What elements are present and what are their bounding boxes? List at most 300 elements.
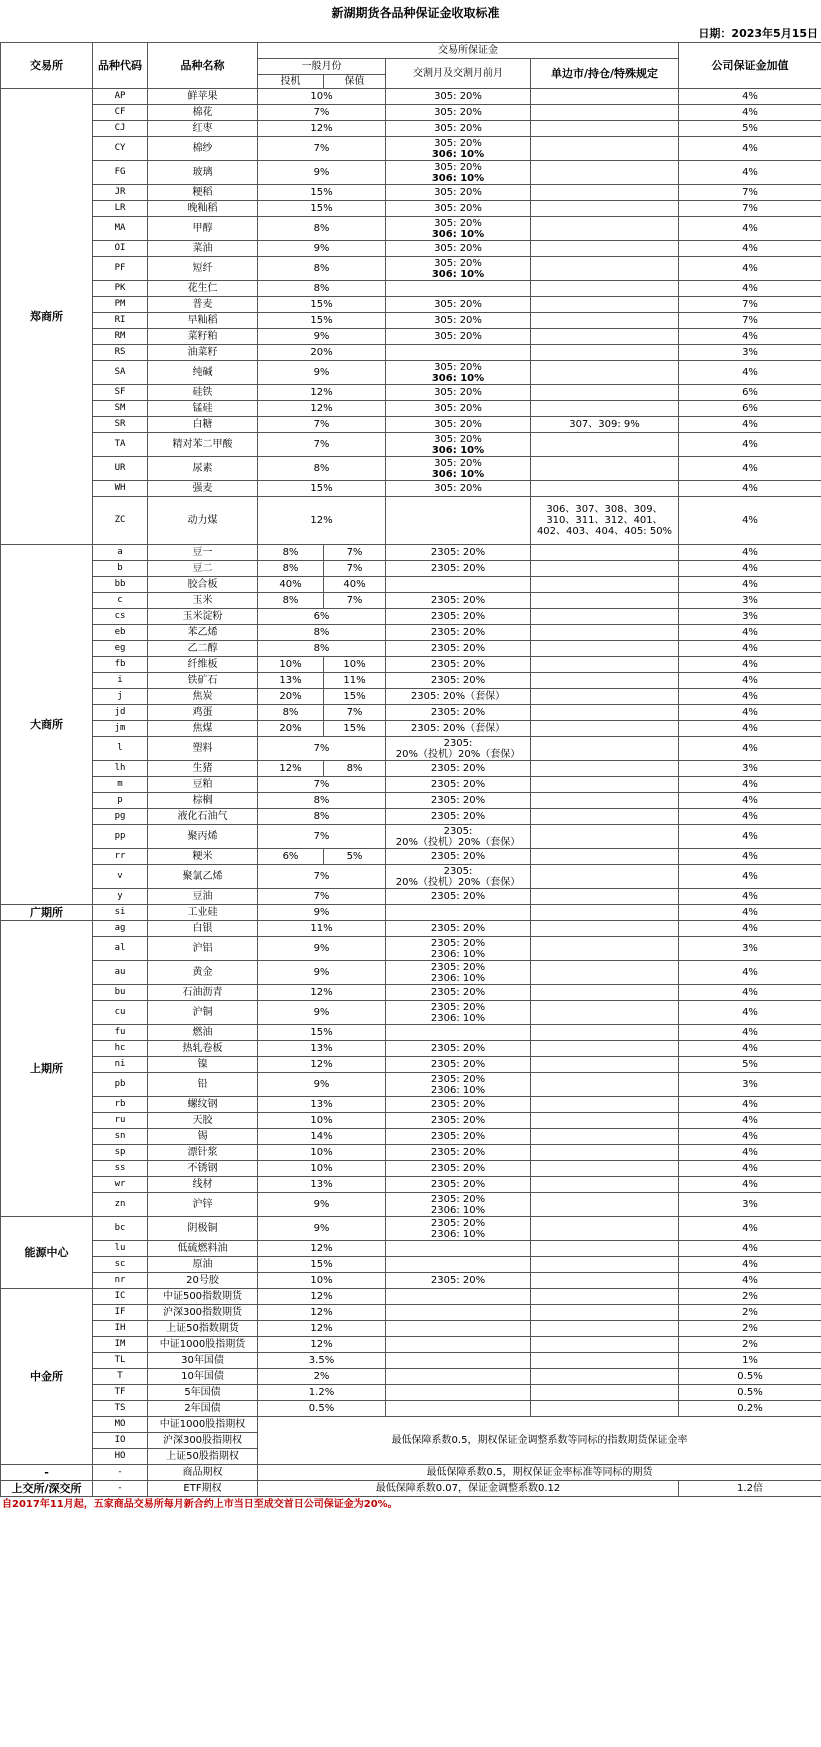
- delivery-cell: [386, 497, 531, 545]
- exchange-cell: 中金所: [1, 1289, 93, 1465]
- table-row: [1, 433, 821, 457]
- spec-cell: 8%: [258, 705, 324, 721]
- delivery-line-bold: 306: 10%: [431, 444, 485, 456]
- delivery-line: 2305: 20%: [430, 1099, 486, 1110]
- company-add-cell: 4%: [679, 905, 821, 921]
- company-add-cell: 7%: [679, 297, 821, 313]
- name-cell: 10年国债: [148, 1369, 258, 1385]
- spec-cell: 6%: [258, 849, 324, 865]
- general-month-cell: 0.5%: [258, 1401, 386, 1417]
- delivery-cell: [386, 89, 531, 105]
- name-cell: 晚籼稻: [148, 201, 258, 217]
- name-cell: ETF期权: [148, 1481, 258, 1497]
- company-add-cell: 7%: [679, 185, 821, 201]
- company-add-cell: 4%: [679, 481, 821, 497]
- company-add-cell: 4%: [679, 809, 821, 825]
- special-cell: [531, 1097, 679, 1113]
- company-add-cell: 3%: [679, 1193, 821, 1217]
- code-cell: p: [93, 793, 148, 809]
- table-row: [1, 1073, 821, 1097]
- delivery-line-bold: 306: 10%: [431, 372, 485, 384]
- name-cell: 上证50股指期权: [148, 1449, 258, 1465]
- name-cell: 乙二醇: [148, 641, 258, 657]
- table-row: [1, 1113, 821, 1129]
- delivery-cell: [386, 1305, 531, 1321]
- company-add-cell: 7%: [679, 201, 821, 217]
- special-cell: [531, 937, 679, 961]
- name-cell: 精对苯二甲酸: [148, 433, 258, 457]
- spec-cell: 20%: [258, 689, 324, 705]
- special-cell: 307、309: 9%: [531, 417, 679, 433]
- general-month-cell: 12%: [258, 1305, 386, 1321]
- special-cell: [531, 105, 679, 121]
- delivery-cell: [386, 1145, 531, 1161]
- delivery-line: 305: 20%: [434, 137, 482, 149]
- name-cell: 沪深300指数期货: [148, 1305, 258, 1321]
- code-cell: si: [93, 905, 148, 921]
- code-cell: CF: [93, 105, 148, 121]
- delivery-line: 305: 20%: [434, 433, 482, 445]
- delivery-line: 2305: 20%（套保）: [410, 723, 506, 734]
- code-cell: SR: [93, 417, 148, 433]
- company-add-cell: 4%: [679, 1161, 821, 1177]
- name-cell: 锰硅: [148, 401, 258, 417]
- delivery-cell: [386, 1273, 531, 1289]
- delivery-line: 305: 20%: [434, 257, 482, 269]
- company-add-cell: 4%: [679, 641, 821, 657]
- code-cell: ru: [93, 1113, 148, 1129]
- delivery-cell: [386, 1041, 531, 1057]
- general-month-cell: 7%: [258, 737, 386, 761]
- code-cell: RI: [93, 313, 148, 329]
- code-cell: pp: [93, 825, 148, 849]
- general-month-cell: 8%: [258, 625, 386, 641]
- code-cell: au: [93, 961, 148, 985]
- name-cell: 线材: [148, 1177, 258, 1193]
- company-add-cell: 3%: [679, 1073, 821, 1097]
- delivery-line: 2305:: [443, 825, 473, 837]
- special-cell: [531, 1217, 679, 1241]
- delivery-line: 2305: 20%: [430, 923, 486, 934]
- delivery-cell: [386, 889, 531, 905]
- company-add-cell: 4%: [679, 673, 821, 689]
- delivery-cell: [386, 561, 531, 577]
- name-cell: 焦炭: [148, 689, 258, 705]
- delivery-cell: [386, 625, 531, 641]
- delivery-line: 2305: 20%: [430, 1147, 486, 1158]
- delivery-cell: [386, 865, 531, 889]
- company-add-cell: 4%: [679, 217, 821, 241]
- table-row: [1, 345, 821, 361]
- code-cell: sn: [93, 1129, 148, 1145]
- header-hedge: 保值: [324, 75, 386, 89]
- table-row: [1, 889, 821, 905]
- name-cell: 商品期权: [148, 1465, 258, 1481]
- special-cell: [531, 809, 679, 825]
- special-cell: [531, 1025, 679, 1041]
- general-month-cell: 10%: [258, 1145, 386, 1161]
- code-cell: pb: [93, 1073, 148, 1097]
- delivery-line: 2306: 10%: [430, 1228, 486, 1240]
- special-cell: [531, 1257, 679, 1273]
- name-cell: 白银: [148, 921, 258, 937]
- table-row: [1, 1481, 821, 1497]
- table-row: [1, 313, 821, 329]
- delivery-line: 20%（投机）20%（套保）: [395, 836, 521, 848]
- special-cell: [531, 361, 679, 385]
- header-name: 品种名称: [148, 43, 258, 89]
- general-month-cell: 7%: [258, 417, 386, 433]
- delivery-line: 2305: 20%: [430, 891, 486, 902]
- general-month-cell: 15%: [258, 185, 386, 201]
- delivery-cell: [386, 1385, 531, 1401]
- special-cell: [531, 1113, 679, 1129]
- table-row: [1, 1025, 821, 1041]
- general-month-cell: 8%: [258, 457, 386, 481]
- table-row: [1, 89, 821, 105]
- company-add-cell: 2%: [679, 1321, 821, 1337]
- hedge-cell: 15%: [324, 721, 386, 737]
- special-cell: [531, 137, 679, 161]
- delivery-line: 305: 20%: [434, 91, 482, 102]
- table-row: [1, 329, 821, 345]
- name-cell: 30年国债: [148, 1353, 258, 1369]
- general-month-cell: 11%: [258, 921, 386, 937]
- delivery-cell: [386, 1401, 531, 1417]
- table-row: [1, 809, 821, 825]
- delivery-cell: [386, 297, 531, 313]
- special-cell: [531, 865, 679, 889]
- code-cell: JR: [93, 185, 148, 201]
- spec-cell: 10%: [258, 657, 324, 673]
- spec-cell: 20%: [258, 721, 324, 737]
- special-cell: [531, 641, 679, 657]
- name-cell: 粳米: [148, 849, 258, 865]
- company-add-cell: 4%: [679, 577, 821, 593]
- company-add-cell: 4%: [679, 865, 821, 889]
- exchange-cell: -: [1, 1465, 93, 1481]
- spec-cell: 8%: [258, 545, 324, 561]
- special-cell: 306、307、308、309、310、311、312、401、402、403、404、405: 50%: [531, 497, 679, 545]
- options-note-cell: 最低保障系数0.07，保证金调整系数0.12: [258, 1481, 679, 1497]
- delivery-line: 20%（投机）20%（套保）: [395, 876, 521, 888]
- delivery-cell: [386, 1369, 531, 1385]
- special-cell: [531, 185, 679, 201]
- company-add-cell: 4%: [679, 921, 821, 937]
- delivery-cell: [386, 1337, 531, 1353]
- special-cell: [531, 1337, 679, 1353]
- code-cell: IH: [93, 1321, 148, 1337]
- special-cell: [531, 577, 679, 593]
- code-cell: ag: [93, 921, 148, 937]
- general-month-cell: 9%: [258, 241, 386, 257]
- company-add-cell: 4%: [679, 1217, 821, 1241]
- general-month-cell: 20%: [258, 345, 386, 361]
- delivery-cell: [386, 161, 531, 185]
- delivery-cell: [386, 673, 531, 689]
- name-cell: 塑料: [148, 737, 258, 761]
- name-cell: 中证1000股指期货: [148, 1337, 258, 1353]
- code-cell: m: [93, 777, 148, 793]
- special-cell: [531, 1177, 679, 1193]
- company-add-cell: 4%: [679, 961, 821, 985]
- name-cell: 铅: [148, 1073, 258, 1097]
- delivery-cell: [386, 1321, 531, 1337]
- code-cell: -: [93, 1481, 148, 1497]
- table-row: [1, 417, 821, 433]
- table-row: [1, 721, 821, 737]
- delivery-cell: [386, 1129, 531, 1145]
- company-add-cell: 4%: [679, 1025, 821, 1041]
- company-add-cell: 4%: [679, 329, 821, 345]
- special-cell: [531, 345, 679, 361]
- general-month-cell: 9%: [258, 1001, 386, 1025]
- general-month-cell: 15%: [258, 481, 386, 497]
- code-cell: IF: [93, 1305, 148, 1321]
- code-cell: SF: [93, 385, 148, 401]
- delivery-cell: [386, 1257, 531, 1273]
- spec-cell: 8%: [258, 561, 324, 577]
- general-month-cell: 8%: [258, 641, 386, 657]
- company-add-cell: 4%: [679, 545, 821, 561]
- delivery-line: 2306: 10%: [430, 1204, 486, 1216]
- company-add-cell: 4%: [679, 1041, 821, 1057]
- company-add-cell: 1.2倍: [679, 1481, 821, 1497]
- name-cell: 胶合板: [148, 577, 258, 593]
- special-cell: [531, 889, 679, 905]
- company-add-cell: 4%: [679, 281, 821, 297]
- company-add-cell: 4%: [679, 689, 821, 705]
- company-add-cell: 3%: [679, 593, 821, 609]
- delivery-line: 2305: 20%: [430, 1179, 486, 1190]
- name-cell: 花生仁: [148, 281, 258, 297]
- code-cell: fu: [93, 1025, 148, 1041]
- delivery-line: 2305: 20%: [430, 595, 486, 606]
- delivery-cell: [386, 1193, 531, 1217]
- company-add-cell: 3%: [679, 609, 821, 625]
- special-cell: [531, 401, 679, 417]
- delivery-line: 2305: 20%: [430, 659, 486, 670]
- special-cell: [531, 849, 679, 865]
- name-cell: 螺纹钢: [148, 1097, 258, 1113]
- code-cell: TF: [93, 1385, 148, 1401]
- code-cell: rb: [93, 1097, 148, 1113]
- company-add-cell: 4%: [679, 417, 821, 433]
- delivery-line-bold: 306: 10%: [431, 268, 485, 280]
- code-cell: OI: [93, 241, 148, 257]
- table-row: [1, 545, 821, 561]
- code-cell: jd: [93, 705, 148, 721]
- special-cell: [531, 1193, 679, 1217]
- company-add-cell: 4%: [679, 825, 821, 849]
- code-cell: y: [93, 889, 148, 905]
- special-cell: [531, 777, 679, 793]
- delivery-cell: [386, 793, 531, 809]
- general-month-cell: 12%: [258, 1321, 386, 1337]
- code-cell: IO: [93, 1433, 148, 1449]
- special-cell: [531, 561, 679, 577]
- delivery-line: 305: 20%: [434, 203, 482, 214]
- delivery-line: 305: 20%: [434, 107, 482, 118]
- delivery-cell: [386, 217, 531, 241]
- table-row: [1, 1145, 821, 1161]
- company-add-cell: 4%: [679, 1097, 821, 1113]
- table-row: [1, 705, 821, 721]
- table-row: [1, 1129, 821, 1145]
- delivery-cell: [386, 937, 531, 961]
- special-cell: [531, 657, 679, 673]
- delivery-line: 305: 20%: [434, 361, 482, 373]
- delivery-cell: [386, 593, 531, 609]
- company-add-cell: 6%: [679, 401, 821, 417]
- table-row: [1, 625, 821, 641]
- table-row: [1, 1177, 821, 1193]
- page-title: 新湖期货各品种保证金收取标准: [331, 6, 500, 20]
- delivery-line: 2305: 20%: [430, 1001, 486, 1013]
- table-row: [1, 401, 821, 417]
- code-cell: MA: [93, 217, 148, 241]
- special-cell: [531, 1289, 679, 1305]
- report-date: 日期：2023年5月15日: [698, 27, 818, 40]
- general-month-cell: 7%: [258, 825, 386, 849]
- company-add-cell: 4%: [679, 1257, 821, 1273]
- name-cell: 鲜苹果: [148, 89, 258, 105]
- delivery-line: 305: 20%: [434, 217, 482, 229]
- general-month-cell: 7%: [258, 777, 386, 793]
- special-cell: [531, 905, 679, 921]
- company-add-cell: 2%: [679, 1337, 821, 1353]
- delivery-cell: [386, 361, 531, 385]
- general-month-cell: 9%: [258, 1193, 386, 1217]
- delivery-cell: [386, 313, 531, 329]
- company-add-cell: 4%: [679, 497, 821, 545]
- name-cell: 低硫燃料油: [148, 1241, 258, 1257]
- delivery-cell: [386, 281, 531, 297]
- table-row: [1, 1001, 821, 1025]
- table-row: [1, 217, 821, 241]
- general-month-cell: 9%: [258, 905, 386, 921]
- company-add-cell: 3%: [679, 761, 821, 777]
- delivery-line: 2306: 10%: [430, 1084, 486, 1096]
- delivery-line: 305: 20%: [434, 315, 482, 326]
- exchange-cell: 郑商所: [1, 89, 93, 545]
- name-cell: 上证50指数期货: [148, 1321, 258, 1337]
- special-cell: [531, 545, 679, 561]
- special-cell: [531, 481, 679, 497]
- table-row: [1, 361, 821, 385]
- table-row: [1, 609, 821, 625]
- general-month-cell: 13%: [258, 1097, 386, 1113]
- general-month-cell: 15%: [258, 1025, 386, 1041]
- name-cell: 红枣: [148, 121, 258, 137]
- company-add-cell: 3%: [679, 345, 821, 361]
- special-cell: [531, 329, 679, 345]
- special-cell: [531, 961, 679, 985]
- name-cell: 工业硅: [148, 905, 258, 921]
- company-add-cell: 4%: [679, 433, 821, 457]
- code-cell: TA: [93, 433, 148, 457]
- name-cell: 豆二: [148, 561, 258, 577]
- code-cell: lu: [93, 1241, 148, 1257]
- hedge-cell: 7%: [324, 705, 386, 721]
- code-cell: zn: [93, 1193, 148, 1217]
- delivery-cell: [386, 1073, 531, 1097]
- table-row: [1, 1041, 821, 1057]
- general-month-cell: 12%: [258, 1241, 386, 1257]
- code-cell: bu: [93, 985, 148, 1001]
- code-cell: a: [93, 545, 148, 561]
- name-cell: 不锈钢: [148, 1161, 258, 1177]
- code-cell: l: [93, 737, 148, 761]
- name-cell: 天胶: [148, 1113, 258, 1129]
- company-add-cell: 4%: [679, 737, 821, 761]
- special-cell: [531, 1073, 679, 1097]
- delivery-line: 305: 20%: [434, 187, 482, 198]
- name-cell: 5年国债: [148, 1385, 258, 1401]
- code-cell: i: [93, 673, 148, 689]
- code-cell: TS: [93, 1401, 148, 1417]
- code-cell: cs: [93, 609, 148, 625]
- special-cell: [531, 313, 679, 329]
- general-month-cell: 8%: [258, 257, 386, 281]
- special-cell: [531, 241, 679, 257]
- hedge-cell: 15%: [324, 689, 386, 705]
- name-cell: 甲醇: [148, 217, 258, 241]
- special-cell: [531, 737, 679, 761]
- company-add-cell: 4%: [679, 137, 821, 161]
- exchange-cell: 能源中心: [1, 1217, 93, 1289]
- table-row: [1, 849, 821, 865]
- special-cell: [531, 161, 679, 185]
- special-cell: [531, 825, 679, 849]
- general-month-cell: 12%: [258, 385, 386, 401]
- company-add-cell: 2%: [679, 1305, 821, 1321]
- company-add-cell: 4%: [679, 161, 821, 185]
- name-cell: 黄金: [148, 961, 258, 985]
- header-spec: 投机: [258, 75, 324, 89]
- table-row: [1, 1161, 821, 1177]
- delivery-cell: [386, 1177, 531, 1193]
- name-cell: 粳稻: [148, 185, 258, 201]
- special-cell: [531, 1057, 679, 1073]
- company-add-cell: 4%: [679, 105, 821, 121]
- company-add-cell: 4%: [679, 777, 821, 793]
- options-note-cell: 最低保障系数0.5，期权保证金率标准等同标的期货: [258, 1465, 821, 1481]
- name-cell: 玉米淀粉: [148, 609, 258, 625]
- table-row: [1, 1417, 821, 1433]
- special-cell: [531, 297, 679, 313]
- delivery-line: 2306: 10%: [430, 1012, 486, 1024]
- delivery-cell: [386, 1057, 531, 1073]
- delivery-cell: [386, 121, 531, 137]
- table-row: [1, 185, 821, 201]
- code-cell: v: [93, 865, 148, 889]
- delivery-cell: [386, 457, 531, 481]
- name-cell: 豆一: [148, 545, 258, 561]
- special-cell: [531, 793, 679, 809]
- name-cell: 液化石油气: [148, 809, 258, 825]
- code-cell: j: [93, 689, 148, 705]
- general-month-cell: 2%: [258, 1369, 386, 1385]
- name-cell: 硅铁: [148, 385, 258, 401]
- company-add-cell: 4%: [679, 457, 821, 481]
- special-cell: [531, 217, 679, 241]
- special-cell: [531, 385, 679, 401]
- delivery-line: 2306: 10%: [430, 948, 486, 960]
- delivery-line: 2305: 20%: [430, 563, 486, 574]
- special-cell: [531, 1241, 679, 1257]
- delivery-line: 2306: 10%: [430, 972, 486, 984]
